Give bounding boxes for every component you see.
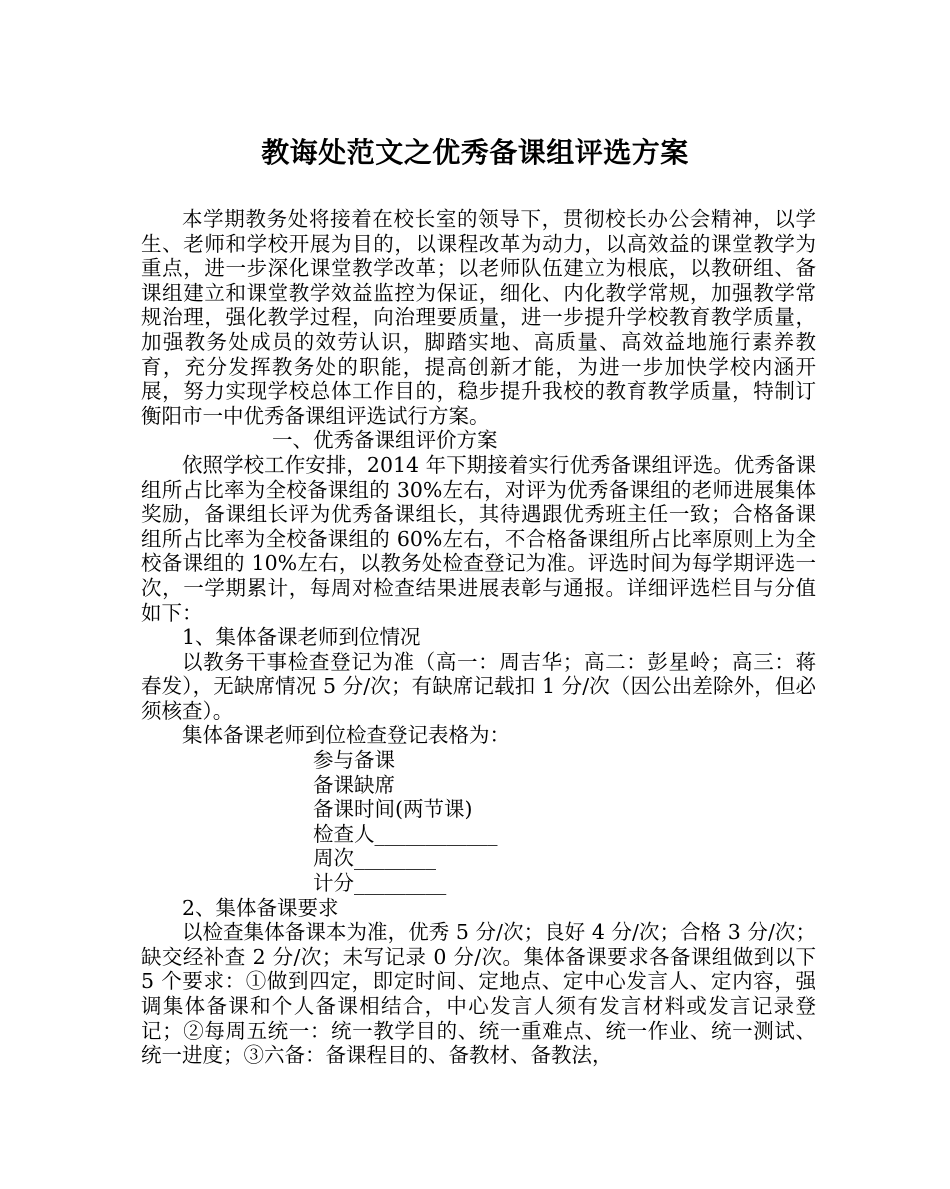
document-title: 教诲处范文之优秀备课组评选方案	[261, 136, 689, 169]
intro-paragraph: 本学期教务处将接着在校长室的领导下，贯彻校长办公会精神，以学生、老师和学校开展为目的，以课程改革为动力，以高效益的课堂教学为重点，进一步深化课堂教学改革；以老师队伍建立为根底，以教研组、备课组建立和课堂教学效益监控为保证，细化、内化教学常规，加强教学常规治理，强化教学过程，向治理要质量，进一步提升学校教育教学质量，加强教务处成员的效劳认识，脚踏实地、高质量、高效益地施行素养教育，充分发挥教务处的职能，提高创新才能，为进一步加快学校内涵开展，努力实现学校总体工作目的，稳步提升我校的教育教学质量，特制订衡阳市一中优秀备课组评选试行方案。	[141, 207, 816, 428]
form-line-absence: 备课缺席	[313, 772, 395, 797]
form-line-score: 计分_________	[313, 871, 447, 896]
form-intro-paragraph: 集体备课老师到位检查登记表格为：	[182, 723, 510, 748]
form-line-inspector: 检查人____________	[313, 821, 498, 846]
form-line-time: 备课时间(两节课)	[313, 797, 473, 822]
attendance-paragraph: 以教务干事检查登记为准（高一：周吉华；高二：彭星岭；高三：蒋春发），无缺席情况 5 分/次；有缺席记载扣 1 分/次（因公出差除外，但必须核查）。	[141, 649, 816, 723]
subheading-attendance: 1、集体备课老师到位情况	[182, 625, 421, 650]
requirements-paragraph: 以检查集体备课本为准，优秀 5 分/次；良好 4 分/次；合格 3 分/次；缺交经补查 2 分/次；未写记录 0 分/次。集体备课要求各备课组做到以下 5 个要求：①做到四定，即定时间、定地点、定中心发言人、定内容，强调集体备课和个人备课相结合，中心发言人须有发言材料或发言记录登记；②每周五统一：统一教学目的、统一重难点、统一作业、统一测试、统一进度；③六备：备课程目的、备教材、备教法，	[141, 920, 816, 1068]
section-heading-1: 一、优秀备课组评价方案	[272, 428, 498, 453]
form-line-participation: 参与备课	[313, 748, 395, 773]
arrangement-paragraph: 依照学校工作安排，2014 年下期接着实行优秀备课组评选。优秀备课组所占比率为全校备课组的 30%左右，对评为优秀备课组的老师进展集体奖励，备课组长评为优秀备课组长，其待遇跟优秀班主任一致；合格备课组所占比率为全校备课组的 60%左右，不合格备课组所占比率原则上为全校备课组的 10%左右，以教务处检查登记为准。评选时间为每学期评选一次，一学期累计，每周对检查结果进展表彰与通报。详细评选栏目与分值如下：	[141, 452, 816, 625]
subheading-requirements: 2、集体备课要求	[182, 895, 339, 920]
form-line-week: 周次________	[313, 846, 436, 871]
document-body	[141, 207, 816, 1068]
